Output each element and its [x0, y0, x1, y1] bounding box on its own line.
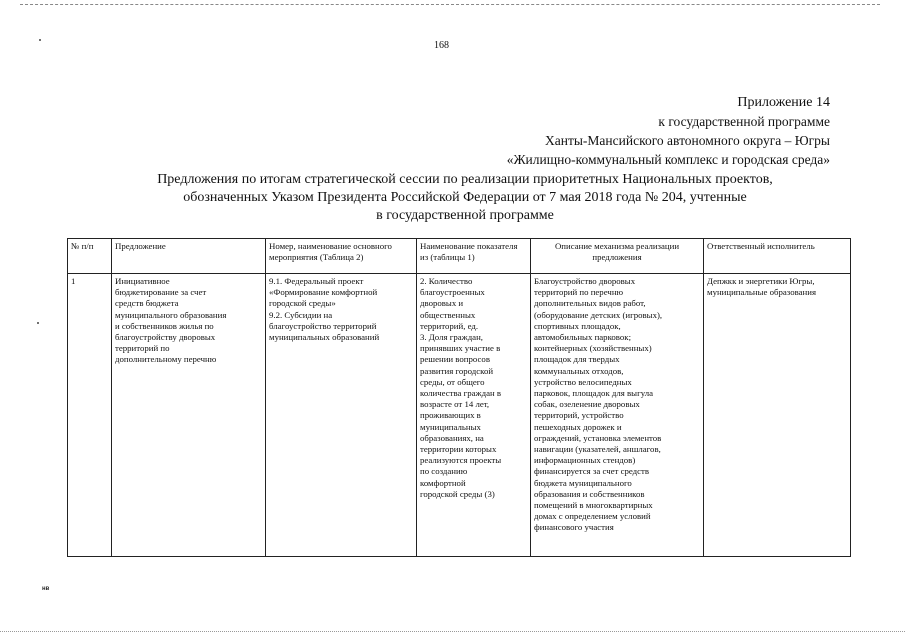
cell-num: 1	[68, 274, 112, 557]
appendix-line-3: Ханты-Мансийского автономного округа – Югры	[545, 133, 830, 148]
header-mechanism: Описание механизма реализации предложения	[531, 239, 704, 274]
scan-bottom-edge	[0, 631, 905, 632]
cell-mechanism: Благоустройство дворовых территорий по перечню дополнительных видов работ, (оборудование детских (игровых), спортивных площадок, автомобильных парковок; контейнерных (хозяйственных) площадок для твердых коммунальных отходов, устройство велосипедных парковок, площадок для выгула собак, озеленение дворовых территорий, устройство пешеходных дорожек и ограждений, установка элементов навигации (указателей, аншлагов, информационных стендов) финансируется за счет средств бюджета муниципального образования и собственников помещений в многоквартирных домах с определением условий финансового участия	[531, 274, 704, 557]
header-indicator: Наименование показателя из (таблицы 1)	[417, 239, 531, 274]
proposals-table	[67, 238, 851, 557]
appendix-line-2: к государственной программе	[658, 114, 830, 129]
table-header-row	[68, 239, 851, 274]
appendix-title: Приложение 14	[737, 95, 830, 110]
title-line-3: в государственной программе	[376, 208, 554, 223]
cell-indicator: 2. Количество благоустроенных дворовых и общественных территорий, ед. 3. Доля граждан, принявших участие в решении вопросов развития городской среды, от общего количества граждан в возрасте от 14 лет, проживающих в муниципальных образованиях, на территории которых реализуются проекты по созданию комфортной городской среды (3)	[417, 274, 531, 557]
header-proposal: Предложение	[112, 239, 266, 274]
header-num: № п/п	[68, 239, 112, 274]
cell-executor: Депжкк и энергетики Югры, муниципальные образования	[704, 274, 851, 557]
page-number: 168	[434, 40, 449, 51]
scan-top-edge	[20, 4, 880, 5]
cell-activity: 9.1. Федеральный проект «Формирование комфортной городской среды» 9.2. Субсидии на благоустройство территорий муниципальных образований	[266, 274, 417, 557]
scan-speck	[37, 322, 39, 324]
table-row	[68, 274, 851, 557]
title-line-2: обозначенных Указом Президента Российской Федерации от 7 мая 2018 года № 204, учтенные	[183, 190, 747, 205]
header-executor: Ответственный исполнитель	[704, 239, 851, 274]
scan-speck	[39, 39, 41, 41]
appendix-block	[507, 93, 830, 169]
appendix-line-4: «Жилищно-коммунальный комплекс и городская среда»	[506, 152, 830, 167]
cell-proposal: Инициативное бюджетирование за счет средств бюджета муниципального образования и собственников жилья по благоустройству дворовых территорий по дополнительному перечню	[112, 274, 266, 557]
corner-mark: нв	[42, 586, 50, 592]
header-activity: Номер, наименование основного мероприятия (Таблица 2)	[266, 239, 417, 274]
title-line-1: Предложения по итогам стратегической сессии по реализации приоритетных Национальных проектов,	[157, 172, 773, 187]
document-title	[100, 171, 830, 225]
